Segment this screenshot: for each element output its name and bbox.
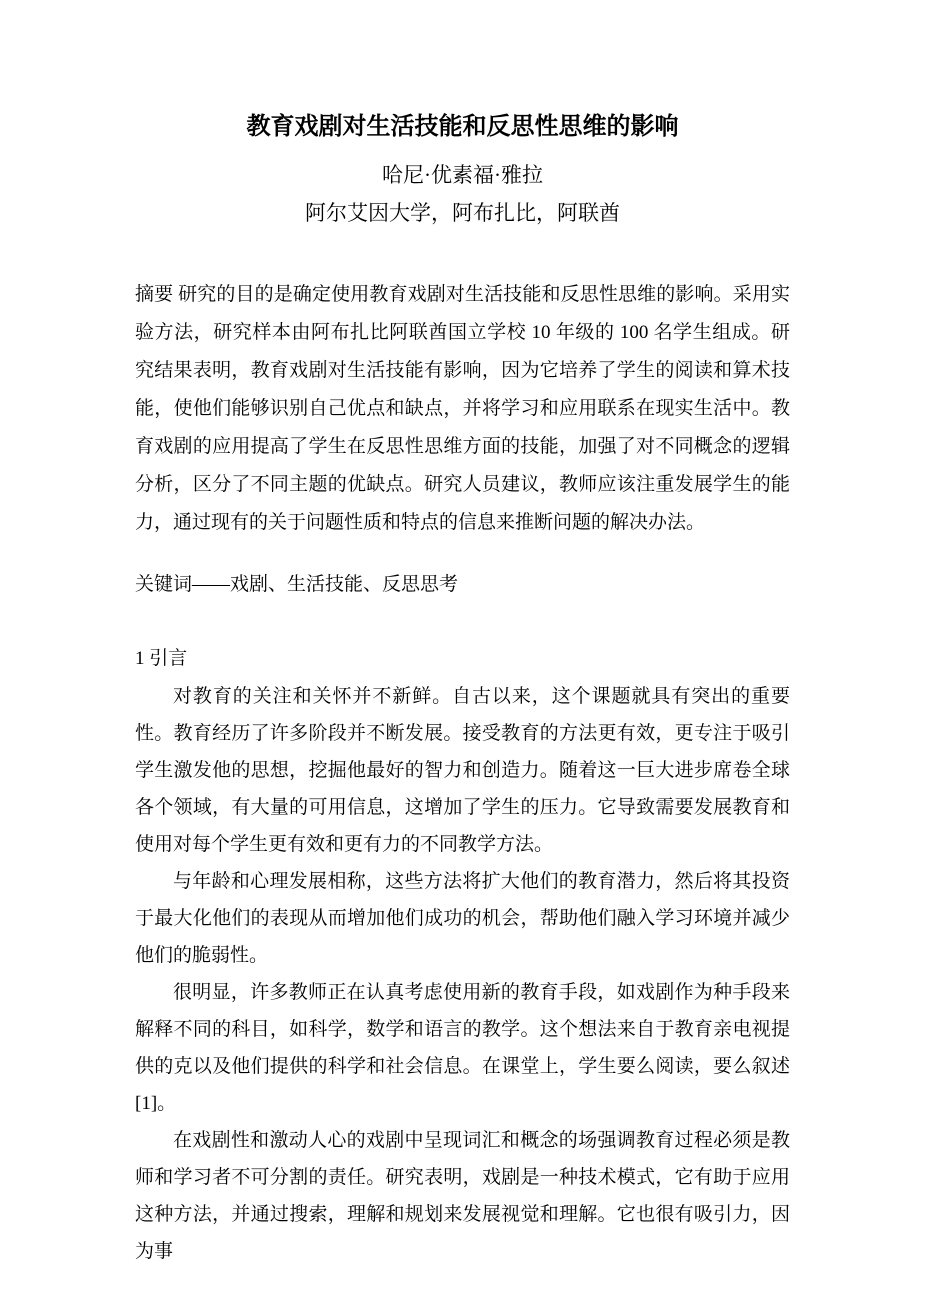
page-title: 教育戏剧对生活技能和反思性思维的影响 xyxy=(246,114,679,140)
body-paragraph: 对教育的关注和关怀并不新鲜。自古以来，这个课题就具有突出的重要性。教育经历了许多阶段并不断发展。接受教育的方法更有效，更专注于吸引学生激发他的思想，挖掘他最好的智力和创造力。随着这一巨大进步席卷全球各个领域，有大量的可用信息，这增加了学生的压力。它导致需要发展教育和使用对每个学生更有效和更有力的不同教学方法。 xyxy=(135,686,790,855)
keywords-line: 关键词——戏剧、生活技能、反思思考 xyxy=(135,574,459,595)
body-paragraph: 很明显，许多教师正在认真考虑使用新的教育手段，如戏剧作为种手段来解释不同的科目，如科学，数学和语言的教学。这个想法来自于教育亲电视提供的克以及他们提供的科学和社会信息。在课堂上，学生要么阅读，要么叙述[1]。 xyxy=(135,982,790,1114)
author-affiliation: 阿尔艾因大学，阿布扎比，阿联酋 xyxy=(305,201,620,225)
body-paragraph: 在戏剧性和激动人心的戏剧中呈现词汇和概念的场强调教育过程必须是教师和学习者不可分割的责任。研究表明，戏剧是一种技术模式，它有助于应用这种方法，并通过搜索，理解和规划来发展视觉和理解。它也很有吸引力，因为事 xyxy=(135,1130,790,1262)
author-name: 哈尼·优素福·雅拉 xyxy=(382,163,543,187)
section-heading-introduction: 1 引言 xyxy=(135,648,188,669)
body-paragraph: 与年龄和心理发展相称，这些方法将扩大他们的教育潜力，然后将其投资于最大化他们的表现从而增加他们成功的机会，帮助他们融入学习环境并减少他们的脆弱性。 xyxy=(135,871,790,966)
abstract-paragraph: 摘要 研究的目的是确定使用教育戏剧对生活技能和反思性思维的影响。采用实验方法，研究样本由阿布扎比阿联酋国立学校 10 年级的 100 名学生组成。研究结果表明，教育戏剧对生活技能有影响，因为它培养了学生的阅读和算术技能，使他们能够识别自己优点和缺点，并将学习和应用联系在现实生活中。教育戏剧的应用提高了学生在反思性思维方面的技能，加强了对不同概念的逻辑分析，区分了不同主题的优缺点。研究人员建议，教师应该注重发展学生的能力，通过现有的关于问题性质和特点的信息来推断问题的解决办法。 xyxy=(135,284,790,533)
